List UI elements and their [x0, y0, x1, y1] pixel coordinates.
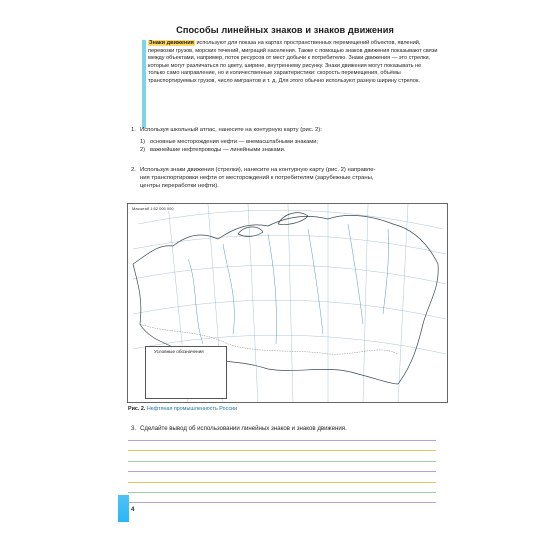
task-3 [131, 425, 347, 432]
task-1-item-2 [140, 147, 285, 155]
task-1-text: Используя школьный атлас, нанесите на контурную карту (рис. 2): [140, 127, 322, 133]
task-2-line-1: Используя знаки движения (стрелки), нанесите на контурную карту (рис. 2) направле- [140, 167, 376, 173]
task-1-item-1-text: основные месторождения нефти — внемасштабными знаками; [150, 139, 318, 145]
figure-caption-text: Нефтяная промышленность России [145, 406, 238, 412]
answer-line[interactable] [128, 440, 436, 441]
task-3-text: Сделайте вывод об использовании линейных знаков и знаков движения. [140, 425, 347, 432]
page-title: Способы линейных знаков и знаков движения [176, 25, 394, 35]
contour-map[interactable] [127, 203, 448, 403]
page-number-tab [118, 495, 129, 522]
task-2-line-3: центры переработки нефти). [140, 183, 219, 189]
answer-line[interactable] [128, 492, 436, 493]
page-number: 4 [131, 507, 135, 513]
figure-caption-label: Рис. 2. [128, 406, 146, 412]
task-1-item-2-text: важнейшие нефтепроводы — линейными знаками. [150, 147, 286, 153]
definition-accent-stripe [142, 40, 146, 128]
answer-line[interactable] [128, 502, 436, 503]
figure-caption [128, 406, 237, 412]
task-3-number: 3. [131, 425, 137, 432]
definition-term: Знаки движения [149, 40, 194, 46]
task-1-item-1-key: 1) [140, 139, 146, 145]
task-1-number: 1. [131, 127, 136, 133]
task-2 [131, 166, 440, 190]
task-2-number: 2. [131, 167, 136, 173]
answer-line[interactable] [128, 461, 436, 462]
task-2-line-2: ния транспортировки нефти от месторождений к потребителям (зарубежные страны, [140, 175, 374, 181]
task-1 [131, 126, 440, 134]
map-legend-title: Условные обозначения [154, 349, 204, 354]
definition-box [148, 40, 438, 85]
answer-line[interactable] [128, 450, 436, 451]
definition-body: используют для показа на картах пространственных перемещений объектов, явлений, перевозки грузов, морских течений, миграций населения. Также с помощью знаков движения показывают связи между объектами, например, поток ресурсов от мест добычи к потребителю. Знаки движения — это стрелки, которые могут различаться по цвету, ширине, внутреннему рисунку. Знаки движения могут показывать не только само направление, но и количественные характеристики: скорость перемещения, объёмы транспортируемых грузов, число мигрантов и т. д. Для этого обычно используют разную ширину стрелок. [148, 40, 438, 84]
task-1-item-2-key: 2) [140, 147, 146, 153]
task-1-item-1 [140, 139, 318, 147]
map-rivers [188, 224, 389, 344]
answer-line[interactable] [128, 471, 436, 472]
definition-text [148, 40, 438, 85]
answer-line[interactable] [128, 482, 436, 483]
map-legend-box[interactable] [145, 346, 227, 399]
map-scale: Масштаб 1:52 000 000 [132, 206, 174, 211]
